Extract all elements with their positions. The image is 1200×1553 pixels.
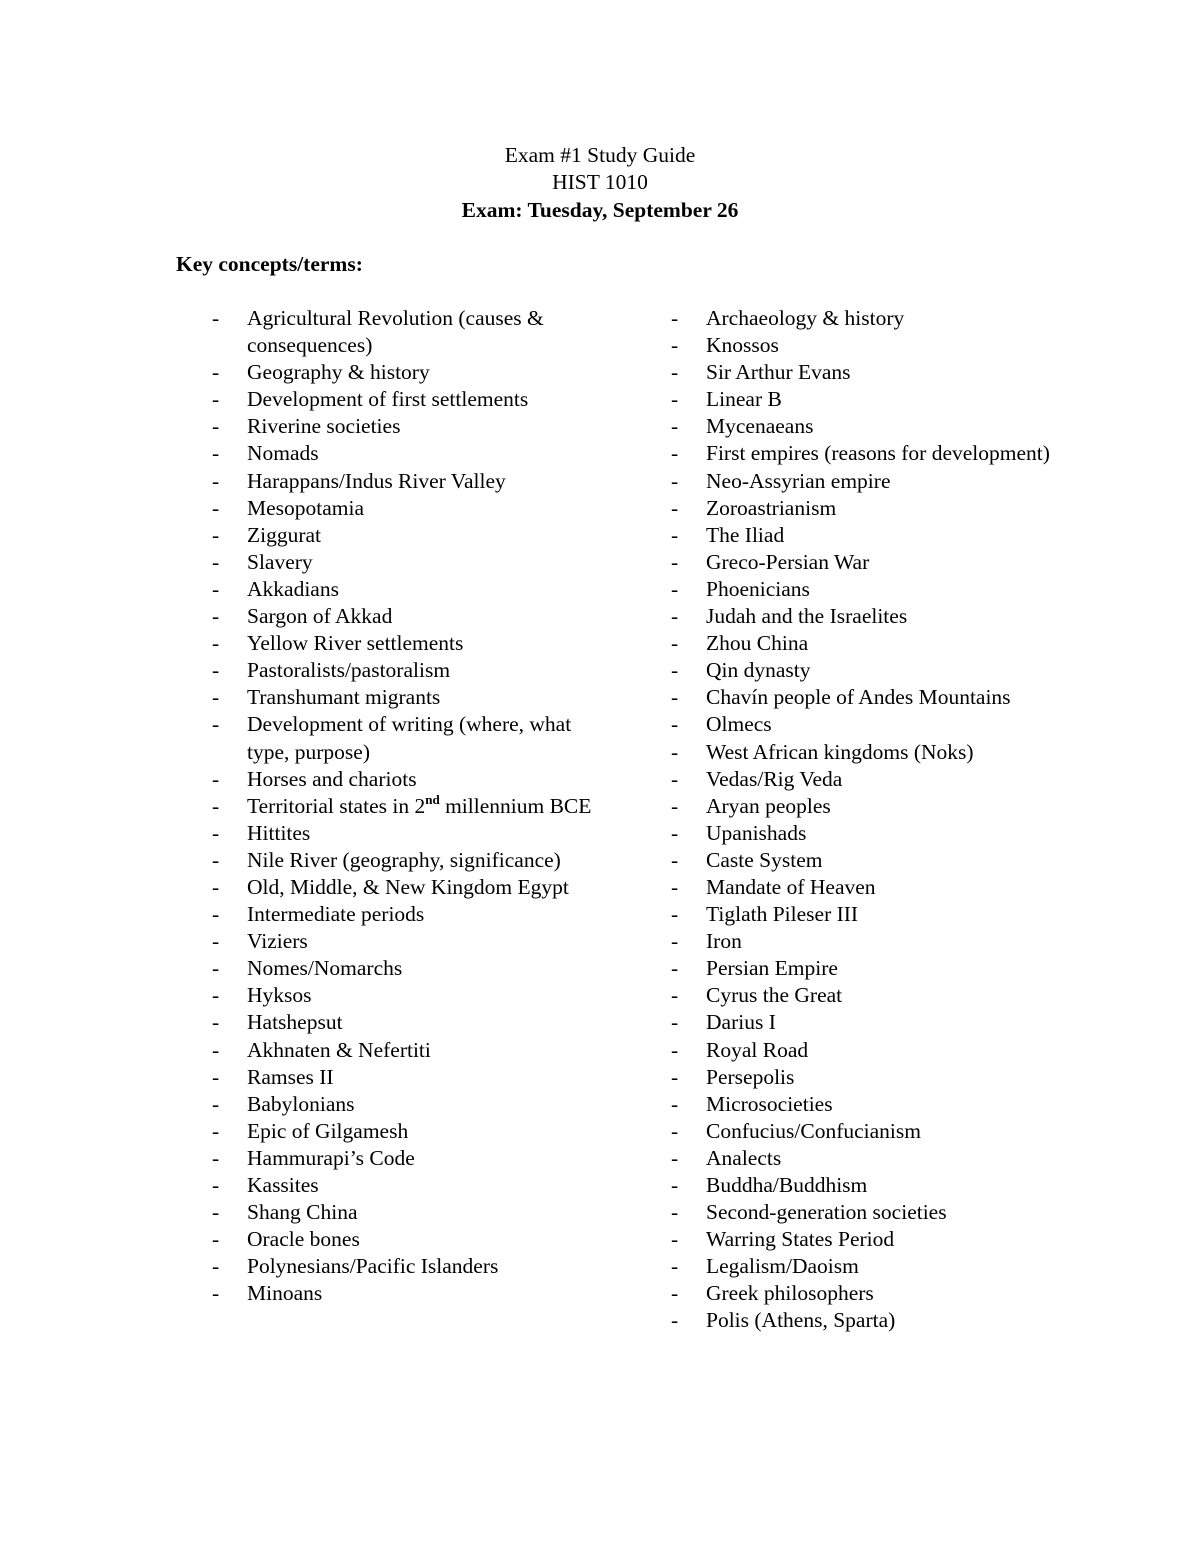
bullet-dash: - — [671, 576, 679, 601]
bullet-dash: - — [212, 1010, 220, 1035]
term-item — [671, 711, 1131, 738]
term-item — [671, 576, 1131, 603]
term-item — [671, 739, 1131, 766]
term-text: Neo-Assyrian empire — [706, 468, 891, 493]
term-item — [212, 793, 612, 820]
term-item — [212, 657, 612, 684]
term-item — [212, 549, 612, 576]
term-text: Phoenicians — [706, 576, 810, 601]
bullet-dash: - — [212, 766, 220, 791]
term-item — [212, 359, 612, 386]
term-item — [671, 1199, 1131, 1226]
term-text: Qin dynasty — [706, 658, 811, 683]
term-item — [671, 766, 1131, 793]
term-text: Caste System — [706, 847, 823, 872]
bullet-dash: - — [671, 793, 679, 818]
bullet-dash: - — [671, 1173, 679, 1197]
term-text: Upanishads — [706, 820, 807, 845]
bullet-dash: - — [212, 1227, 220, 1252]
term-text: Mandate of Heaven — [706, 874, 876, 899]
term-item — [212, 1091, 612, 1118]
term-item — [671, 874, 1131, 901]
bullet-dash: - — [212, 1091, 220, 1116]
bullet-dash: - — [671, 1281, 679, 1306]
term-item — [212, 982, 612, 1009]
term-item — [671, 820, 1131, 847]
term-text: Viziers — [247, 929, 308, 954]
bullet-dash: - — [671, 306, 679, 330]
term-item — [212, 1118, 612, 1145]
term-text: Ramses II — [247, 1064, 334, 1089]
bullet-dash: - — [212, 1118, 220, 1143]
term-text: Shang China — [247, 1200, 358, 1225]
bullet-dash: - — [212, 1145, 220, 1170]
section-heading: Key concepts/terms: — [176, 252, 363, 276]
term-text: Intermediate periods — [247, 902, 425, 927]
bullet-dash: - — [671, 983, 679, 1008]
bullet-dash: - — [212, 549, 220, 574]
bullet-dash: - — [671, 468, 679, 493]
document-title: Exam #1 Study Guide — [504, 143, 696, 167]
term-text: Hatshepsut — [247, 1010, 343, 1035]
bullet-dash: - — [671, 902, 679, 927]
term-item — [212, 413, 612, 440]
term-text: Tiglath Pileser III — [706, 902, 859, 927]
bullet-dash: - — [671, 1091, 679, 1116]
bullet-dash: - — [671, 847, 679, 872]
term-text: Confucius/Confucianism — [706, 1118, 921, 1143]
bullet-dash: - — [671, 820, 679, 845]
term-item — [671, 684, 1131, 711]
bullet-dash: - — [212, 387, 220, 412]
term-text: Buddha/Buddhism — [706, 1173, 868, 1197]
bullet-dash: - — [671, 549, 679, 574]
term-item — [212, 928, 612, 955]
bullet-dash: - — [212, 576, 220, 601]
bullet-dash: - — [671, 631, 679, 656]
bullet-dash: - — [212, 1064, 220, 1089]
term-item — [671, 549, 1131, 576]
term-item — [212, 901, 612, 928]
bullet-dash: - — [671, 604, 679, 629]
term-text: Zoroastrianism — [706, 495, 837, 520]
term-item — [671, 440, 1131, 467]
term-item — [671, 847, 1131, 874]
bullet-dash: - — [212, 306, 220, 330]
term-text: Cyrus the Great — [706, 983, 843, 1008]
term-text: Royal Road — [706, 1037, 809, 1062]
term-text: Persepolis — [706, 1064, 795, 1089]
bullet-dash: - — [212, 468, 220, 493]
term-item — [212, 1280, 612, 1307]
term-text: Polis (Athens, Sparta) — [706, 1308, 896, 1333]
term-item — [671, 1091, 1131, 1118]
term-item — [671, 955, 1131, 982]
term-item — [671, 630, 1131, 657]
bullet-dash: - — [212, 495, 220, 520]
term-text: Horses and chariots — [247, 766, 417, 791]
term-item — [671, 1064, 1131, 1091]
bullet-dash: - — [671, 956, 679, 981]
bullet-dash: - — [212, 902, 220, 927]
term-item — [212, 1199, 612, 1226]
term-text: Transhumant migrants — [247, 685, 441, 710]
bullet-dash: - — [212, 956, 220, 981]
bullet-dash: - — [671, 1227, 679, 1252]
term-text: Greek philosophers — [706, 1281, 874, 1306]
term-item — [671, 332, 1131, 359]
term-item — [212, 684, 612, 711]
term-item — [671, 901, 1131, 928]
bullet-dash: - — [212, 658, 220, 683]
term-item — [671, 1118, 1131, 1145]
document-header — [0, 142, 1200, 224]
bullet-dash: - — [671, 929, 679, 954]
term-item — [671, 657, 1131, 684]
bullet-dash: - — [671, 766, 679, 791]
term-item — [671, 793, 1131, 820]
term-text: Geography & history — [247, 360, 430, 385]
term-text: Warring States Period — [706, 1227, 895, 1252]
term-text: Judah and the Israelites — [706, 604, 908, 629]
term-text: Microsocieties — [706, 1091, 833, 1116]
term-item — [671, 305, 1131, 332]
term-text: Epic of Gilgamesh — [247, 1118, 409, 1143]
term-item — [212, 711, 612, 765]
bullet-dash: - — [671, 1037, 679, 1062]
bullet-dash: - — [212, 820, 220, 845]
bullet-dash: - — [671, 1118, 679, 1143]
term-text: Yellow River settlements — [247, 631, 464, 656]
term-text: Olmecs — [706, 712, 772, 737]
bullet-dash: - — [671, 1145, 679, 1170]
term-text: Archaeology & history — [706, 306, 905, 330]
term-item — [671, 359, 1131, 386]
term-item — [671, 1307, 1131, 1334]
term-text: Slavery — [247, 549, 313, 574]
bullet-dash: - — [212, 712, 220, 737]
bullet-dash: - — [212, 929, 220, 954]
term-text: Sargon of Akkad — [247, 604, 393, 629]
term-item — [671, 928, 1131, 955]
term-item — [212, 1172, 612, 1199]
term-text: Hittites — [247, 820, 311, 845]
term-text: Zhou China — [706, 631, 809, 656]
term-item — [212, 1064, 612, 1091]
term-text: Greco-Persian War — [706, 549, 870, 574]
term-text: Development of first settlements — [247, 387, 529, 412]
term-text: Aryan peoples — [706, 793, 831, 818]
term-item — [671, 603, 1131, 630]
term-item — [212, 847, 612, 874]
bullet-dash: - — [212, 874, 220, 899]
bullet-dash: - — [212, 414, 220, 439]
term-item — [671, 522, 1131, 549]
bullet-dash: - — [671, 441, 679, 466]
bullet-dash: - — [212, 1037, 220, 1062]
bullet-dash: - — [671, 1064, 679, 1089]
term-item — [212, 440, 612, 467]
term-text: Second-generation societies — [706, 1200, 947, 1225]
term-text: Akhnaten & Nefertiti — [247, 1037, 431, 1062]
term-text: Persian Empire — [706, 956, 838, 981]
term-item — [212, 495, 612, 522]
term-item — [671, 1253, 1131, 1280]
term-item — [671, 386, 1131, 413]
term-text: Territorial states in 2nd millennium BCE — [247, 791, 592, 818]
term-item — [212, 1037, 612, 1064]
bullet-dash: - — [212, 685, 220, 710]
bullet-dash: - — [671, 739, 679, 764]
term-text: Hyksos — [247, 983, 312, 1008]
term-text: Knossos — [706, 333, 779, 358]
term-item — [212, 522, 612, 549]
term-text: Development of writing (where, what type, purpose) — [247, 712, 572, 764]
term-text: Sir Arthur Evans — [706, 360, 851, 385]
term-text: Analects — [706, 1145, 782, 1170]
bullet-dash: - — [671, 1308, 679, 1333]
bullet-dash: - — [671, 658, 679, 683]
bullet-dash: - — [212, 631, 220, 656]
term-item — [212, 874, 612, 901]
term-text: First empires (reasons for development) — [706, 441, 1050, 466]
bullet-dash: - — [671, 522, 679, 547]
bullet-dash: - — [671, 685, 679, 710]
bullet-dash: - — [212, 793, 220, 818]
bullet-dash: - — [671, 874, 679, 899]
term-item — [671, 982, 1131, 1009]
term-item — [212, 468, 612, 495]
term-text: West African kingdoms (Noks) — [706, 739, 974, 764]
term-text: Chavín people of Andes Mountains — [706, 685, 1011, 710]
bullet-dash: - — [212, 1200, 220, 1225]
term-text: Pastoralists/pastoralism — [247, 658, 451, 683]
term-item — [212, 576, 612, 603]
bullet-dash: - — [212, 1173, 220, 1197]
term-text: Oracle bones — [247, 1227, 360, 1252]
bullet-dash: - — [212, 360, 220, 385]
bullet-dash: - — [212, 604, 220, 629]
term-item — [671, 468, 1131, 495]
term-text: Mesopotamia — [247, 495, 365, 520]
term-item — [671, 495, 1131, 522]
bullet-dash: - — [671, 1254, 679, 1279]
term-item — [212, 386, 612, 413]
bullet-dash: - — [212, 1254, 220, 1279]
term-text: Riverine societies — [247, 414, 401, 439]
term-text: Hammurapi’s Code — [247, 1145, 415, 1170]
course-code: HIST 1010 — [552, 170, 648, 195]
term-item — [212, 1145, 612, 1172]
bullet-dash: - — [212, 522, 220, 547]
term-text: Ziggurat — [247, 522, 322, 547]
term-item — [671, 413, 1131, 440]
bullet-dash: - — [671, 360, 679, 385]
bullet-dash: - — [212, 847, 220, 872]
term-item — [671, 1145, 1131, 1172]
term-text: Nomes/Nomarchs — [247, 956, 403, 981]
term-text: Kassites — [247, 1173, 319, 1197]
term-text: Harappans/Indus River Valley — [247, 468, 506, 493]
term-text: Legalism/Daoism — [706, 1254, 859, 1279]
bullet-dash: - — [671, 495, 679, 520]
term-text: Old, Middle, & New Kingdom Egypt — [247, 874, 569, 899]
term-item — [212, 305, 612, 359]
term-text: Nomads — [247, 441, 319, 466]
term-text: Darius I — [706, 1010, 776, 1035]
left-term-list — [212, 305, 612, 1307]
term-text: Akkadians — [247, 576, 339, 601]
term-item — [212, 630, 612, 657]
term-item — [212, 820, 612, 847]
bullet-dash: - — [671, 1200, 679, 1225]
term-item — [212, 1009, 612, 1036]
bullet-dash: - — [212, 1281, 220, 1306]
term-item — [212, 1226, 612, 1253]
bullet-dash: - — [671, 387, 679, 412]
exam-date: Exam: Tuesday, September 26 — [461, 197, 739, 222]
term-item — [212, 1253, 612, 1280]
term-text: Iron — [706, 929, 742, 954]
term-item — [212, 603, 612, 630]
bullet-dash: - — [671, 712, 679, 737]
term-text: Polynesians/Pacific Islanders — [247, 1254, 499, 1279]
term-text: Linear B — [706, 387, 782, 412]
bullet-dash: - — [671, 1010, 679, 1035]
term-text: Vedas/Rig Veda — [706, 766, 843, 791]
term-text: Minoans — [247, 1281, 323, 1306]
bullet-dash: - — [212, 441, 220, 466]
term-item — [212, 766, 612, 793]
term-text: The Iliad — [706, 522, 785, 547]
term-text: Mycenaeans — [706, 414, 814, 439]
term-item — [671, 1226, 1131, 1253]
bullet-dash: - — [671, 414, 679, 439]
right-term-list — [671, 305, 1131, 1335]
term-item — [671, 1037, 1131, 1064]
term-text: Agricultural Revolution (causes & consequences) — [247, 306, 544, 358]
term-text: Nile River (geography, significance) — [247, 847, 561, 872]
bullet-dash: - — [212, 983, 220, 1008]
term-item — [671, 1172, 1131, 1199]
term-item — [671, 1009, 1131, 1036]
term-item — [212, 955, 612, 982]
term-text: Babylonians — [247, 1091, 355, 1116]
bullet-dash: - — [671, 333, 679, 358]
term-item — [671, 1280, 1131, 1307]
